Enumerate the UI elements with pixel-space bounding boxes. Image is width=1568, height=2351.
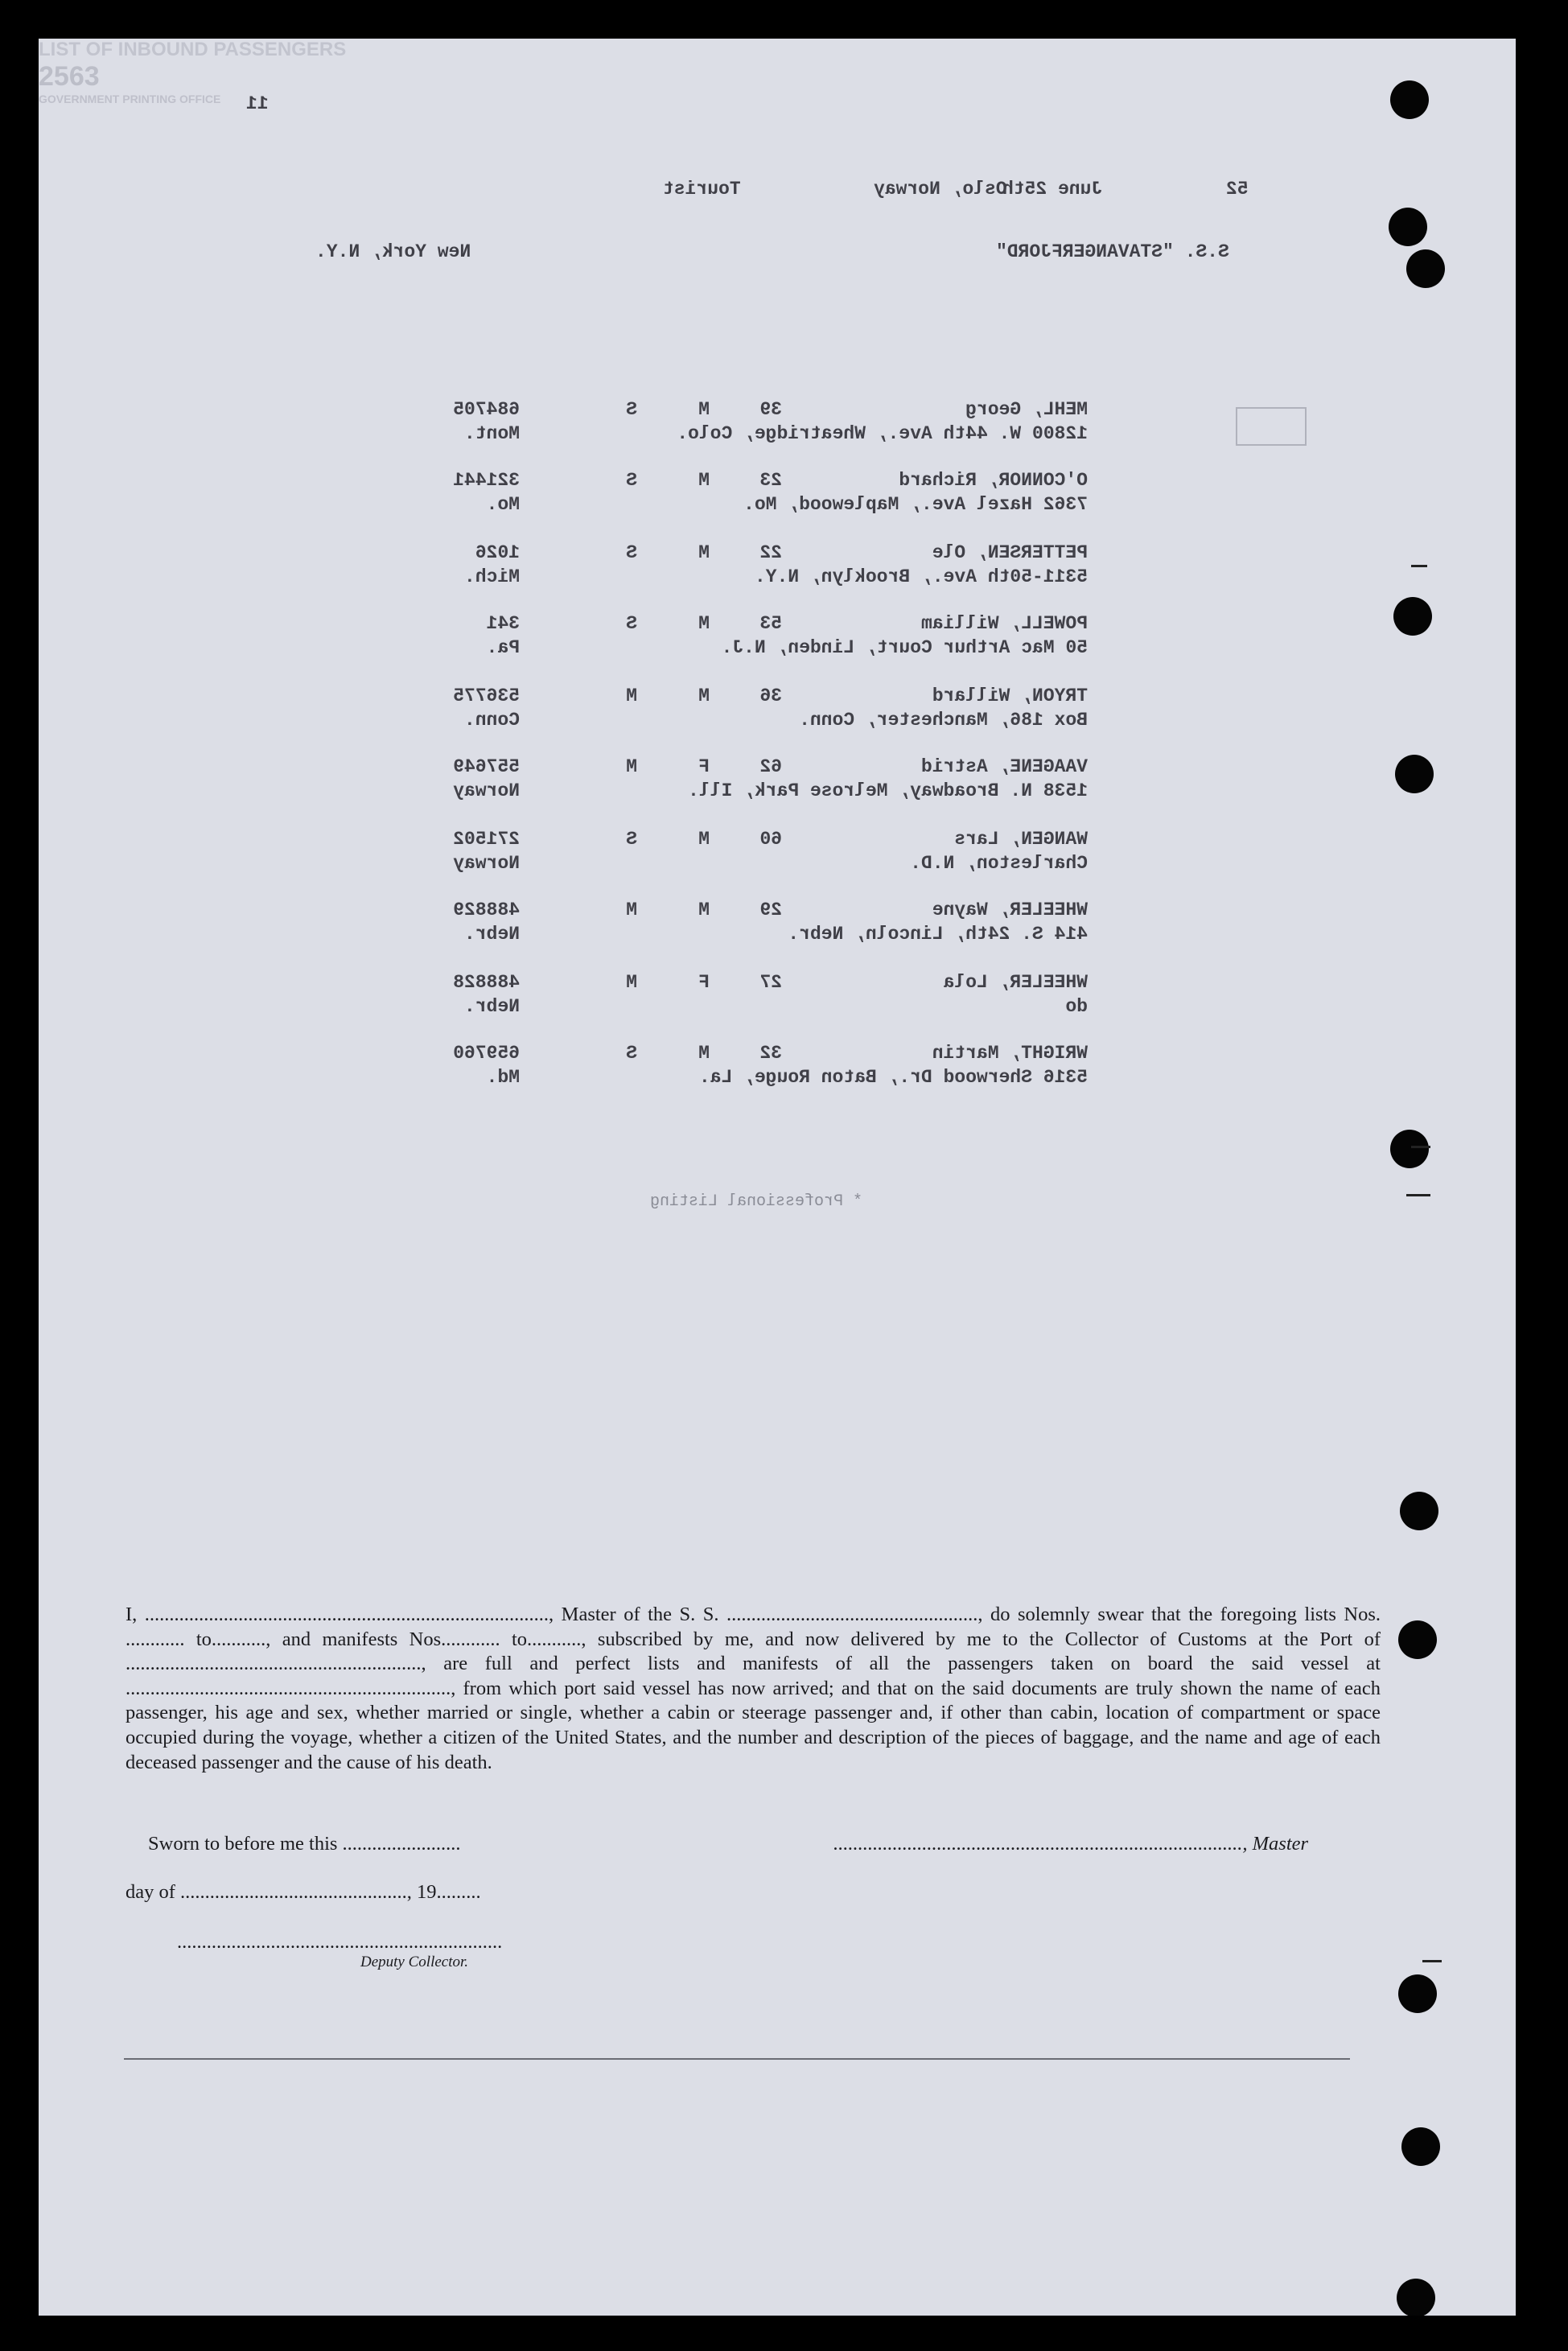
- day-line: day of .............................................., 19.........: [126, 1881, 481, 1903]
- binder-hole: [1397, 2279, 1435, 2316]
- ship-name: S.S. "STAVANGERFJORD": [996, 241, 1229, 262]
- edge-tick: [1422, 1960, 1442, 1962]
- ghost-imprint: GOVERNMENT PRINTING OFFICE: [39, 93, 221, 105]
- sheet-number: 11: [246, 93, 269, 114]
- ghost-stamp: LIST OF INBOUND PASSENGERS: [39, 39, 347, 60]
- passenger-row: WRIGHT, Martin 32 M S 659760 5316 Sherwood Dr., Baton Rouge, La. Md.: [453, 1043, 1088, 1088]
- departure-year: 52: [1226, 179, 1249, 200]
- oath-paragraph: I, .................................................................................., Master of the S. S. ..................................................., do solemnly swear that the foregoing lists Nos. ............ to..........., and manifests Nos............ to..........., subscribed by me, and now delivered by me to the Collector of Customs at the Port of ............................................................, are full and perfect lists and manifests of all the passengers taken on board the said vessel at .................................................................., from which port said vessel has now arrived; and that on the said documents are truly shown the name of each passenger, his age and sex, whether married or single, whether a cabin or steerage passenger and, if other than cabin, location of compartment or space occupied during the voyage, whether a citizen of the United States, and the number and description of the pieces of baggage, and the name and age of each deceased passenger and the cause of his death.: [126, 1604, 1381, 1773]
- sworn-line: Sworn to before me this ........................: [148, 1833, 461, 1855]
- edge-tick: [1406, 1194, 1430, 1196]
- passenger-row: WHEELER, Lola 27 F M 488828 do Nebr.: [453, 972, 1088, 1017]
- collector-signature-line: ..................................................................: [177, 1931, 503, 1953]
- binder-hole: [1401, 2127, 1440, 2166]
- binder-hole: [1398, 1620, 1437, 1659]
- departure-port: Oslo, Norway: [874, 179, 1007, 200]
- arrival-port: New York, N.Y.: [315, 241, 471, 262]
- passenger-row: TRYON, Willard 36 M M 536775 Box 186, Manchester, Conn. Conn.: [453, 686, 1088, 731]
- bottom-rule: [124, 2058, 1350, 2060]
- master-signature-line: ..................................................................................., Master: [833, 1833, 1309, 1855]
- passenger-row: WANGEN, Lars 60 M S 271502 Charleston, N.D. Norway: [453, 829, 1088, 874]
- oath-block: [126, 1603, 1381, 1775]
- footnote: * Professional Listing: [649, 1192, 862, 1211]
- binder-hole: [1398, 1974, 1437, 2013]
- passenger-row: WHEELER, Wayne 29 M M 488829 414 S. 24th, Lincoln, Nebr. Nebr.: [453, 900, 1088, 945]
- passenger-row: POWELL, William 53 M S 341 50 Mac Arthur Court, Linden, N.J. Pa.: [486, 613, 1088, 658]
- binder-hole: [1400, 1492, 1438, 1530]
- passenger-list: [190, 39, 1516, 1211]
- passenger-row: MEHL, Georg 39 M S 684705 12800 W. 44th Ave., Wheatridge, Colo. Mont.: [453, 399, 1088, 444]
- collector-label: Deputy Collector.: [360, 1954, 469, 1970]
- departure-date: June 25th: [1002, 179, 1103, 200]
- ghost-number: 2563: [39, 61, 100, 92]
- passenger-row: PETTERSEN, Ole 22 M S 1026 5311-50th Ave., Brooklyn, N.Y. Mich.: [463, 542, 1088, 587]
- passenger-row: O'CONNOR, Richard 23 M S 321441 7362 Hazel Ave., Maplewood, Mo. Mo.: [453, 470, 1088, 515]
- class-label: Tourist: [663, 179, 741, 200]
- manifest-page: [39, 39, 1516, 2316]
- passenger-row: VAAGENE, Astrid 62 F M 557649 1538 N. Broadway, Melrose Park, Ill. Norway: [453, 756, 1088, 801]
